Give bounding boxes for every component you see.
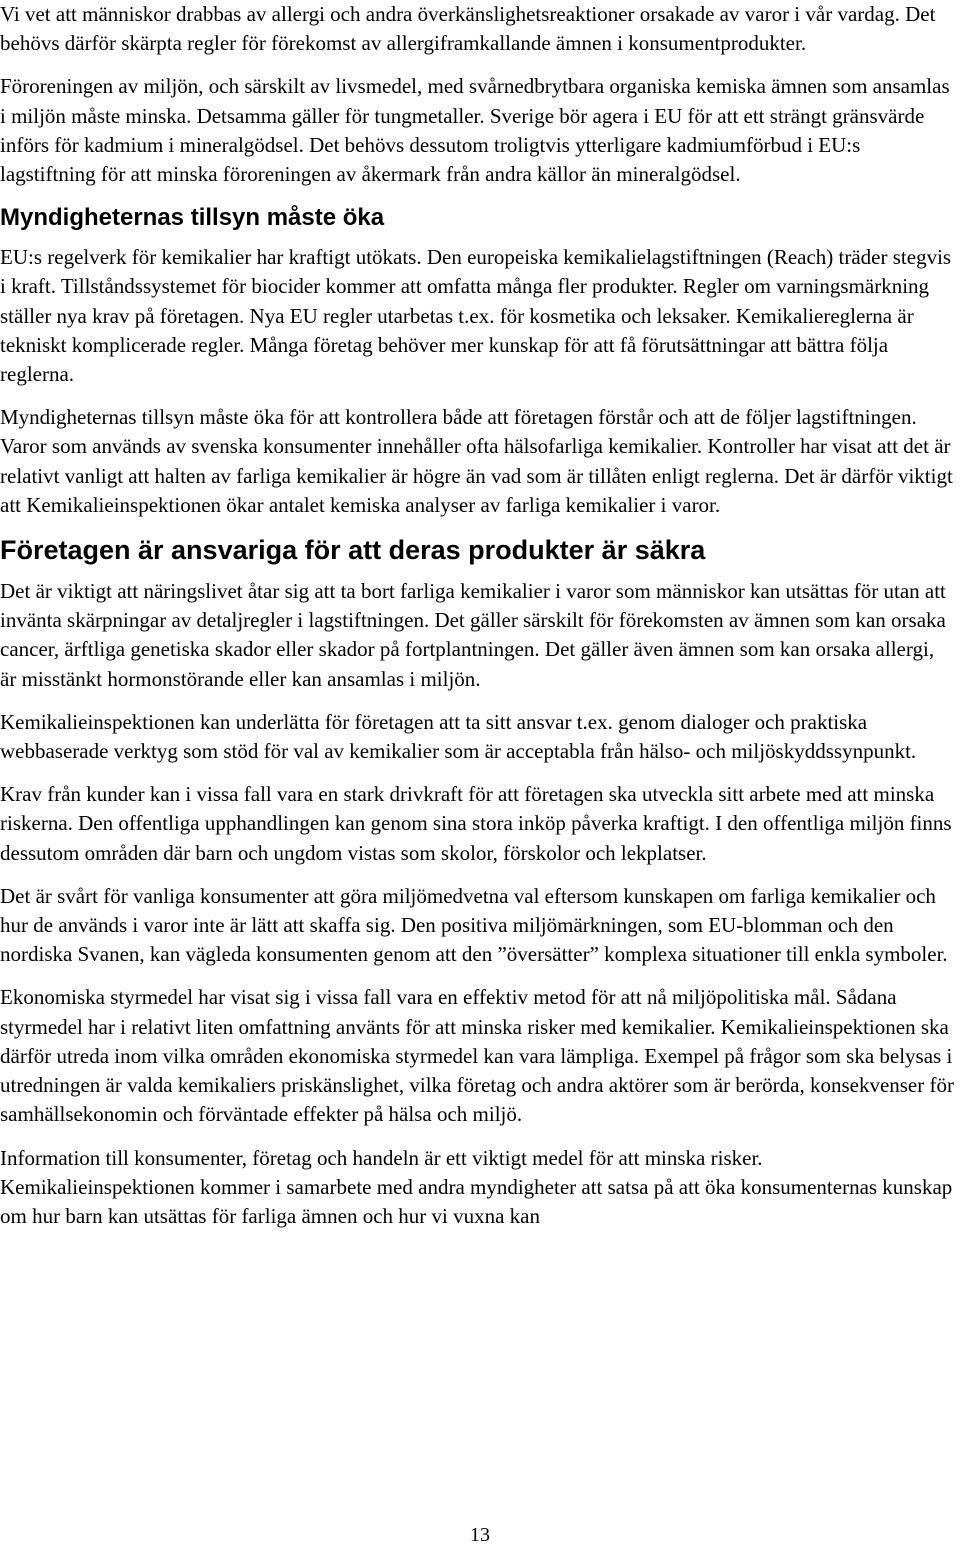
paragraph-pollution: Föroreningen av miljön, och särskilt av livsmedel, med svårnedbrytbara organiska kemiska ämnen som ansamlas i miljön måste minska. Detsamma gäller för tungmetaller. Sverige bör agera i EU för att ett strängt gränsvärde införs för kadmium i mineralgödsel. Det behövs dessutom troligtvis ytterligare kadmiumförbud i EU:s lagstiftning för att minska föroreningen av åkermark från andra källor än mineralgödsel. xyxy=(0,74,950,187)
paragraph-industry-responsibility: Det är viktigt att näringslivet åtar sig att ta bort farliga kemikalier i varor som människor kan utsättas för utan att invänta skärpningar av detaljregler i lagstiftningen. Det gäller särskilt för förekomsten av ämnen som kan orsaka cancer, ärftliga genetiska skador eller skador på fortplantningen. Det gäller även ämnen som kan orsaka allergi, är misstänkt hormonstörande eller kan ansamlas i miljön. xyxy=(0,579,946,691)
paragraph-economic-instruments: Ekonomiska styrmedel har visat sig i vissa fall vara en effektiv metod för att nå miljöpolitiska mål. Sådana styrmedel har i relativt liten omfattning använts för att minska risker med kemikalier. Kemikalieinspektionen ska därför utreda inom vilka områden ekonomiska styrmedel kan vara lämpliga. Exempel på frågor som ska belysas i utredningen är valda kemikaliers priskänslighet, vilka företag och andra aktörer som är berörda, konsekvenser för samhällsekonomin och förväntade effekter på hälsa och miljö. xyxy=(0,985,954,1127)
section-heading-authorities: Myndigheternas tillsyn måste öka xyxy=(0,204,385,232)
paragraph-information: Information till konsumenter, företag och handeln är ett viktigt medel för att minska risker. Kemikalieinspektionen kommer i samarbete med andra myndigheter att satsa på att öka konsumenternas kunskap om hur barn kan utsättas för farliga ämnen och hur vi vuxna kan xyxy=(0,1145,953,1228)
paragraph-allergy: Vi vet att människor drabbas av allergi och andra överkänslighetsreaktioner orsakade av varor i vår vardag. Det behövs därför skärpta regler för förekomst av allergiframkallande ämnen i konsumentprodukter. xyxy=(0,2,936,56)
paragraph-customer-demands: Krav från kunder kan i vissa fall vara en stark drivkraft för att företagen ska utveckla sitt arbete med att minska riskerna. Den offentliga upphandlingen kan genom sina stora inköp påverka kraftigt. I den offentliga miljön finns dessutom områden där barn och ungdom vistas som skolor, förskolor och lekplatser. xyxy=(0,782,952,865)
page-number: 13 xyxy=(470,1524,490,1546)
paragraph-agency-support: Kemikalieinspektionen kan underlätta för företagen att ta sitt ansvar t.ex. genom dialoger och praktiska webbaserade verktyg som stöd för val av kemikalier som är acceptabla från hälso- och miljöskyddssynpunkt. xyxy=(0,709,917,764)
section-heading-companies: Företagen är ansvariga för att deras produkter är säkra xyxy=(0,535,706,566)
paragraph-supervision: Myndigheternas tillsyn måste öka för att kontrollera både att företagen förstår och att de följer lagstiftningen. Varor som används av svenska konsumenter innehåller ofta hälsofarliga kemikalier. Kontroller har visat att det är relativt vanligt att halten av farliga kemikalier är högre än vad som är tillåten enligt reglerna. Det är därför viktigt att Kemikalieinspektionen ökar antalet kemiska analyser av farliga kemikalier i varor. xyxy=(0,405,953,517)
paragraph-consumer-choices: Det är svårt för vanliga konsumenter att göra miljömedvetna val eftersom kunskapen om farliga kemikalier och hur de används i varor inte är lätt att skaffa sig. Den positiva miljömärkningen, som EU-blomman och den nordiska Svanen, kan vägleda konsumenten genom att den ”översätter” komplexa situationer till enkla symboler. xyxy=(0,883,948,967)
paragraph-eu-regulations: EU:s regelverk för kemikalier har kraftigt utökats. Den europeiska kemikalielagstiftningen (Reach) träder stegvis i kraft. Tillståndssystemet för biocider kommer att omfatta många fler produkter. Regler om varningsmärkning ställer nya krav på företagen. Nya EU regler utarbetas t.ex. för kosmetika och leksaker. Kemikaliereglerna är tekniskt komplicerade regler. Många företag behöver mer kunskap för att få förutsättningar att bättra följa reglerna. xyxy=(0,245,952,387)
